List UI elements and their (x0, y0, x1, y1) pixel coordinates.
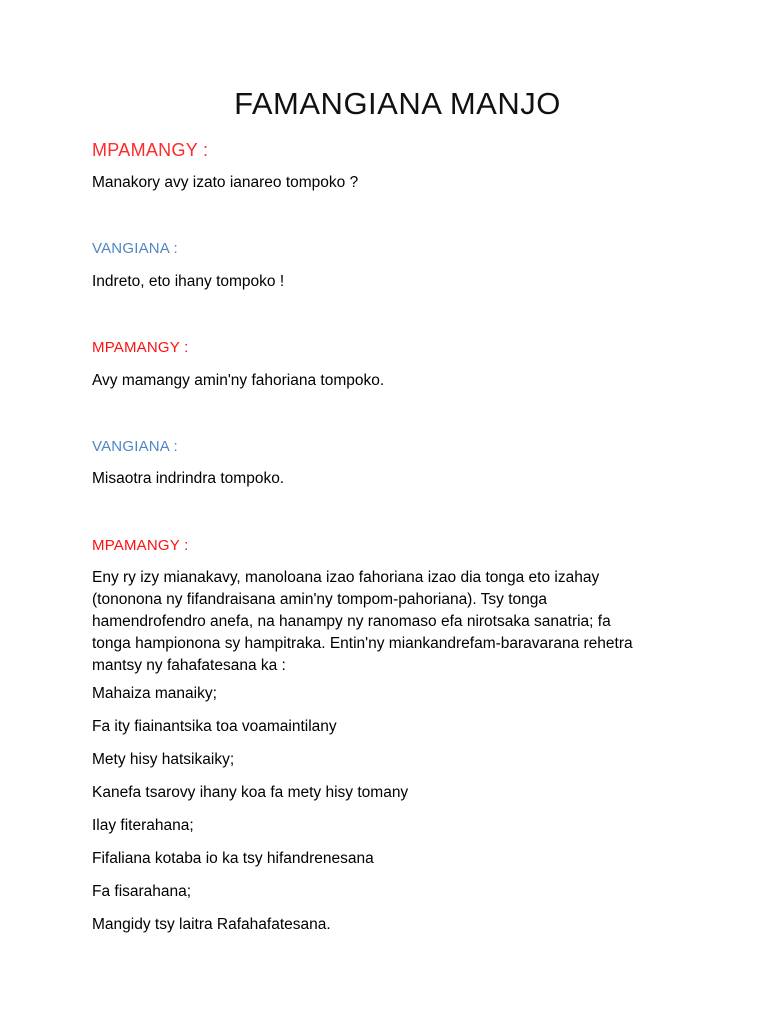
dialogue-paragraph (92, 567, 692, 677)
speaker-label-mpamangy: MPAMANGY : (92, 140, 209, 160)
list-item: Mety hisy hatsikaiky; (92, 751, 235, 768)
list-item: Fifaliana kotaba io ka tsy hifandrenesana (92, 850, 374, 867)
dialogue-line: Misaotra indrindra tompoko. (92, 470, 285, 487)
speaker-label-vangiana: VANGIANA : (92, 240, 178, 257)
list-item: Fa fisarahana; (92, 883, 192, 900)
speaker-label-mpamangy: MPAMANGY : (92, 537, 189, 554)
document-title: FAMANGIANA MANJO (234, 86, 561, 121)
paragraph-line: (tononona ny fifandraisana amin'ny tompom-pahoriana). Tsy tonga (92, 591, 548, 608)
list-item: Fa ity fiainantsika toa voamaintilany (92, 718, 337, 735)
paragraph-line: hamendrofendro anefa, na hanampy ny ranomaso efa nirotsaka sanatria; fa (92, 613, 611, 630)
paragraph-line: tonga hampionona sy hampitraka. Entin'ny miankandrefam-baravarana rehetra (92, 635, 633, 652)
paragraph-line: Eny ry izy mianakavy, manoloana izao fahoriana izao dia tonga eto izahay (92, 569, 600, 586)
list-item: Ilay fiterahana; (92, 817, 194, 834)
dialogue-line: Manakory avy izato ianareo tompoko ? (92, 174, 359, 191)
speaker-label-vangiana: VANGIANA : (92, 438, 178, 455)
list-item: Mangidy tsy laitra Rafahafatesana. (92, 916, 331, 933)
list-item: Kanefa tsarovy ihany koa fa mety hisy tomany (92, 784, 409, 801)
list-item: Mahaiza manaiky; (92, 685, 217, 702)
speaker-label-mpamangy: MPAMANGY : (92, 339, 189, 356)
dialogue-line: Indreto, eto ihany tompoko ! (92, 273, 285, 290)
dialogue-line: Avy mamangy amin'ny fahoriana tompoko. (92, 372, 385, 389)
paragraph-line: mantsy ny fahafatesana ka : (92, 657, 286, 674)
